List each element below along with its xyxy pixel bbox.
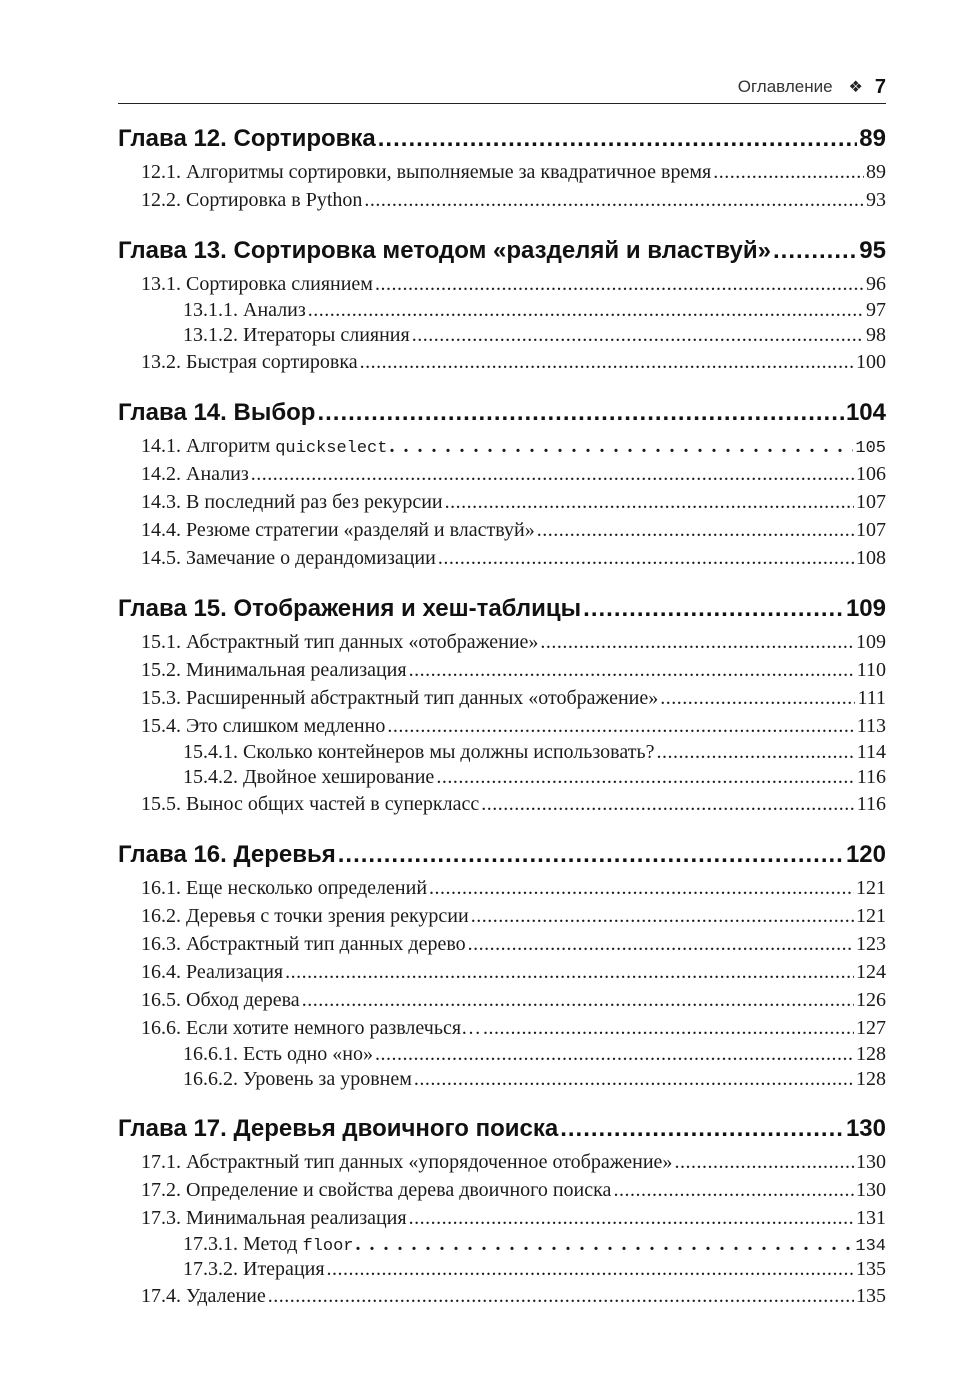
leader-dots	[436, 765, 854, 790]
toc-subentry[interactable]	[118, 740, 886, 765]
leader-dots	[251, 460, 854, 488]
entry-page: 130	[856, 1179, 886, 1201]
toc-subentry[interactable]	[118, 323, 886, 348]
entry-title: 15.3. Расширенный абстрактный тип данных «отображение»	[141, 687, 659, 709]
entry-page: 114	[856, 741, 886, 763]
leader-dots	[613, 1176, 854, 1204]
entry-title: 15.4. Это слишком медленно	[141, 715, 386, 737]
leader-dots	[338, 836, 844, 874]
entry-page: 134	[855, 1237, 886, 1256]
ornament-icon: ❖	[848, 79, 863, 96]
entry-title: 15.5. Вынос общих частей в суперкласс	[141, 793, 480, 815]
leader-dots	[773, 232, 857, 270]
entry-page: 127	[856, 1017, 886, 1039]
leader-dots	[317, 394, 843, 432]
entry-page: 124	[856, 961, 886, 983]
leader-dots	[429, 874, 854, 902]
entry-page: 113	[856, 715, 886, 737]
entry-title: 17.4. Удаление	[141, 1285, 266, 1307]
leader-dots	[471, 902, 854, 930]
entry-page: 100	[856, 351, 886, 373]
leader-dots	[438, 544, 854, 572]
leader-dots	[409, 1204, 854, 1232]
chapter-title: Глава 17. Деревья двоичного поиска	[118, 1115, 559, 1142]
entry-page: 128	[856, 1068, 886, 1090]
leader-dots	[560, 1110, 844, 1148]
toc-entry[interactable]	[118, 930, 886, 958]
leader-dots	[285, 958, 854, 986]
entry-page: 93	[866, 189, 886, 211]
toc-entry[interactable]	[118, 628, 886, 656]
leader-dots	[375, 1042, 854, 1067]
entry-title: 16.1. Еще несколько определений	[141, 877, 428, 899]
entry-page: 107	[856, 519, 886, 541]
entry-title: 15.2. Минимальная реализация	[141, 659, 407, 681]
leader-dots	[537, 516, 854, 544]
leader-dots	[389, 432, 853, 460]
leader-dots	[660, 684, 855, 712]
toc-entry[interactable]	[118, 1014, 886, 1042]
leader-dots	[327, 1257, 854, 1282]
entry-title: 14.5. Замечание о дерандомизации	[141, 547, 436, 569]
entry-code: quickselect	[275, 439, 388, 458]
toc-entry[interactable]	[118, 1282, 886, 1310]
entry-title: 15.4.2. Двойное хеширование	[183, 766, 435, 788]
entry-title: 14.4. Резюме стратегии «разделяй и властвуй»	[141, 519, 535, 541]
toc-entry[interactable]	[118, 186, 886, 214]
leader-dots	[378, 120, 858, 158]
leader-dots	[364, 186, 864, 214]
toc-entry[interactable]	[118, 712, 886, 740]
leader-dots	[445, 488, 854, 516]
chapter-title: Глава 15. Отображения и хеш-таблицы	[118, 595, 582, 622]
entry-page: 111	[857, 687, 886, 709]
chapter-page: 130	[845, 1115, 886, 1142]
entry-title: 16.3. Абстрактный тип данных дерево	[141, 933, 466, 955]
running-header-title: Оглавление	[737, 77, 833, 96]
entry-title: 12.2. Сортировка в Python	[141, 189, 363, 211]
entry-page: 106	[856, 463, 886, 485]
leader-dots	[540, 628, 854, 656]
toc-subentry[interactable]	[118, 1042, 886, 1067]
toc-chapter[interactable]	[118, 120, 886, 158]
leader-dots	[375, 270, 864, 298]
chapter-title: Глава 12. Сортировка	[118, 125, 376, 152]
toc-chapter[interactable]	[118, 232, 886, 270]
entry-page: 116	[856, 766, 886, 788]
leader-dots	[360, 348, 854, 376]
entry-page: 98	[866, 324, 886, 346]
toc-entry[interactable]	[118, 1204, 886, 1232]
leader-dots	[302, 986, 854, 1014]
leader-dots	[356, 1232, 854, 1257]
leader-dots	[414, 1067, 854, 1092]
entry-page: 116	[856, 793, 886, 815]
entry-title: 14.3. В последний раз без рекурсии	[141, 491, 443, 513]
entry-page: 109	[856, 631, 886, 653]
toc-chapter[interactable]	[118, 836, 886, 874]
entry-title	[141, 432, 387, 463]
toc-entry[interactable]	[118, 158, 886, 186]
entry-title-text: 14.1. Алгоритм	[141, 435, 276, 457]
entry-page: 121	[856, 877, 886, 899]
entry-code: floor	[302, 1237, 354, 1256]
toc-entry[interactable]	[118, 790, 886, 818]
entry-page: 96	[866, 273, 886, 295]
entry-page: 97	[866, 299, 886, 321]
chapter-title: Глава 14. Выбор	[118, 399, 316, 426]
leader-dots	[583, 590, 844, 628]
entry-title: 15.1. Абстрактный тип данных «отображение»	[141, 631, 539, 653]
toc-entry[interactable]	[118, 1176, 886, 1204]
chapter-page: 95	[859, 237, 886, 264]
entry-page: 108	[856, 547, 886, 569]
toc-entry[interactable]	[118, 460, 886, 488]
entry-page: 107	[856, 491, 886, 513]
leader-dots	[308, 298, 864, 323]
entry-title: 17.1. Абстрактный тип данных «упорядоченное отображение»	[141, 1151, 673, 1173]
leader-dots	[468, 930, 854, 958]
toc-chapter[interactable]	[118, 590, 886, 628]
entry-title: 13.1.2. Итераторы слияния	[183, 324, 410, 346]
toc-subentry[interactable]	[118, 765, 886, 790]
entry-page: 105	[855, 439, 886, 458]
leader-dots	[713, 158, 864, 186]
entry-title: 14.2. Анализ	[141, 463, 249, 485]
toc-entry[interactable]	[118, 270, 886, 298]
leader-dots	[483, 1014, 854, 1042]
chapter-title: Глава 16. Деревья	[118, 841, 336, 868]
entry-title: 16.6.2. Уровень за уровнем	[183, 1068, 412, 1090]
entry-title: 15.4.1. Сколько контейнеров мы должны использовать?	[183, 741, 655, 763]
toc-entry[interactable]	[118, 488, 886, 516]
toc-subentry[interactable]	[118, 1232, 886, 1257]
entry-page: 135	[856, 1285, 886, 1307]
leader-dots	[412, 323, 864, 348]
entry-page: 123	[856, 933, 886, 955]
toc-entry[interactable]	[118, 874, 886, 902]
chapter-title: Глава 13. Сортировка методом «разделяй и властвуй»	[118, 237, 771, 264]
entry-page: 121	[856, 905, 886, 927]
toc-subentry[interactable]	[118, 1257, 886, 1282]
leader-dots	[387, 712, 854, 740]
entry-title-text: 17.3.1. Метод	[183, 1233, 303, 1255]
entry-title: 16.2. Деревья с точки зрения рекурсии	[141, 905, 469, 927]
leader-dots	[674, 1148, 854, 1176]
entry-title: 13.2. Быстрая сортировка	[141, 351, 358, 373]
chapter-page: 104	[845, 399, 886, 426]
entry-page: 128	[856, 1043, 886, 1065]
entry-page: 135	[856, 1258, 886, 1280]
entry-title: 16.5. Обход дерева	[141, 989, 300, 1011]
entry-title	[183, 1232, 354, 1259]
leader-dots	[656, 740, 854, 765]
entry-title: 16.6. Если хотите немного развлечься…	[141, 1017, 482, 1039]
running-header	[118, 72, 886, 102]
leader-dots	[268, 1282, 854, 1310]
toc-entry[interactable]	[118, 958, 886, 986]
toc-entry[interactable]	[118, 432, 886, 460]
toc-entry[interactable]	[118, 986, 886, 1014]
entry-title: 12.1. Алгоритмы сортировки, выполняемые за квадратичное время	[141, 161, 712, 183]
toc-entry[interactable]	[118, 684, 886, 712]
header-rule	[118, 103, 886, 104]
entry-title: 13.1.1. Анализ	[183, 299, 306, 321]
chapter-page: 89	[859, 125, 886, 152]
entry-title: 13.1. Сортировка слиянием	[141, 273, 373, 295]
toc-subentry[interactable]	[118, 298, 886, 323]
entry-page: 126	[856, 989, 886, 1011]
toc-entry[interactable]	[118, 656, 886, 684]
entry-title: 17.3. Минимальная реализация	[141, 1207, 407, 1229]
toc-chapter[interactable]	[118, 394, 886, 432]
toc-entry[interactable]	[118, 1148, 886, 1176]
toc-entry[interactable]	[118, 544, 886, 572]
entry-page: 110	[856, 659, 886, 681]
entry-title: 17.3.2. Итерация	[183, 1258, 325, 1280]
leader-dots	[481, 790, 855, 818]
leader-dots	[409, 656, 855, 684]
entry-title: 17.2. Определение и свойства дерева двоичного поиска	[141, 1179, 612, 1201]
page-number: 7	[874, 75, 886, 98]
entry-title: 16.6.1. Есть одно «но»	[183, 1043, 373, 1065]
entry-title: 16.4. Реализация	[141, 961, 284, 983]
table-of-contents	[118, 120, 886, 1310]
chapter-page: 109	[845, 595, 886, 622]
chapter-page: 120	[845, 841, 886, 868]
toc-chapter[interactable]	[118, 1110, 886, 1148]
entry-page: 89	[866, 161, 886, 183]
entry-page: 131	[856, 1207, 886, 1229]
toc-subentry[interactable]	[118, 1067, 886, 1092]
toc-entry[interactable]	[118, 516, 886, 544]
toc-entry[interactable]	[118, 348, 886, 376]
toc-entry[interactable]	[118, 902, 886, 930]
entry-page: 130	[856, 1151, 886, 1173]
